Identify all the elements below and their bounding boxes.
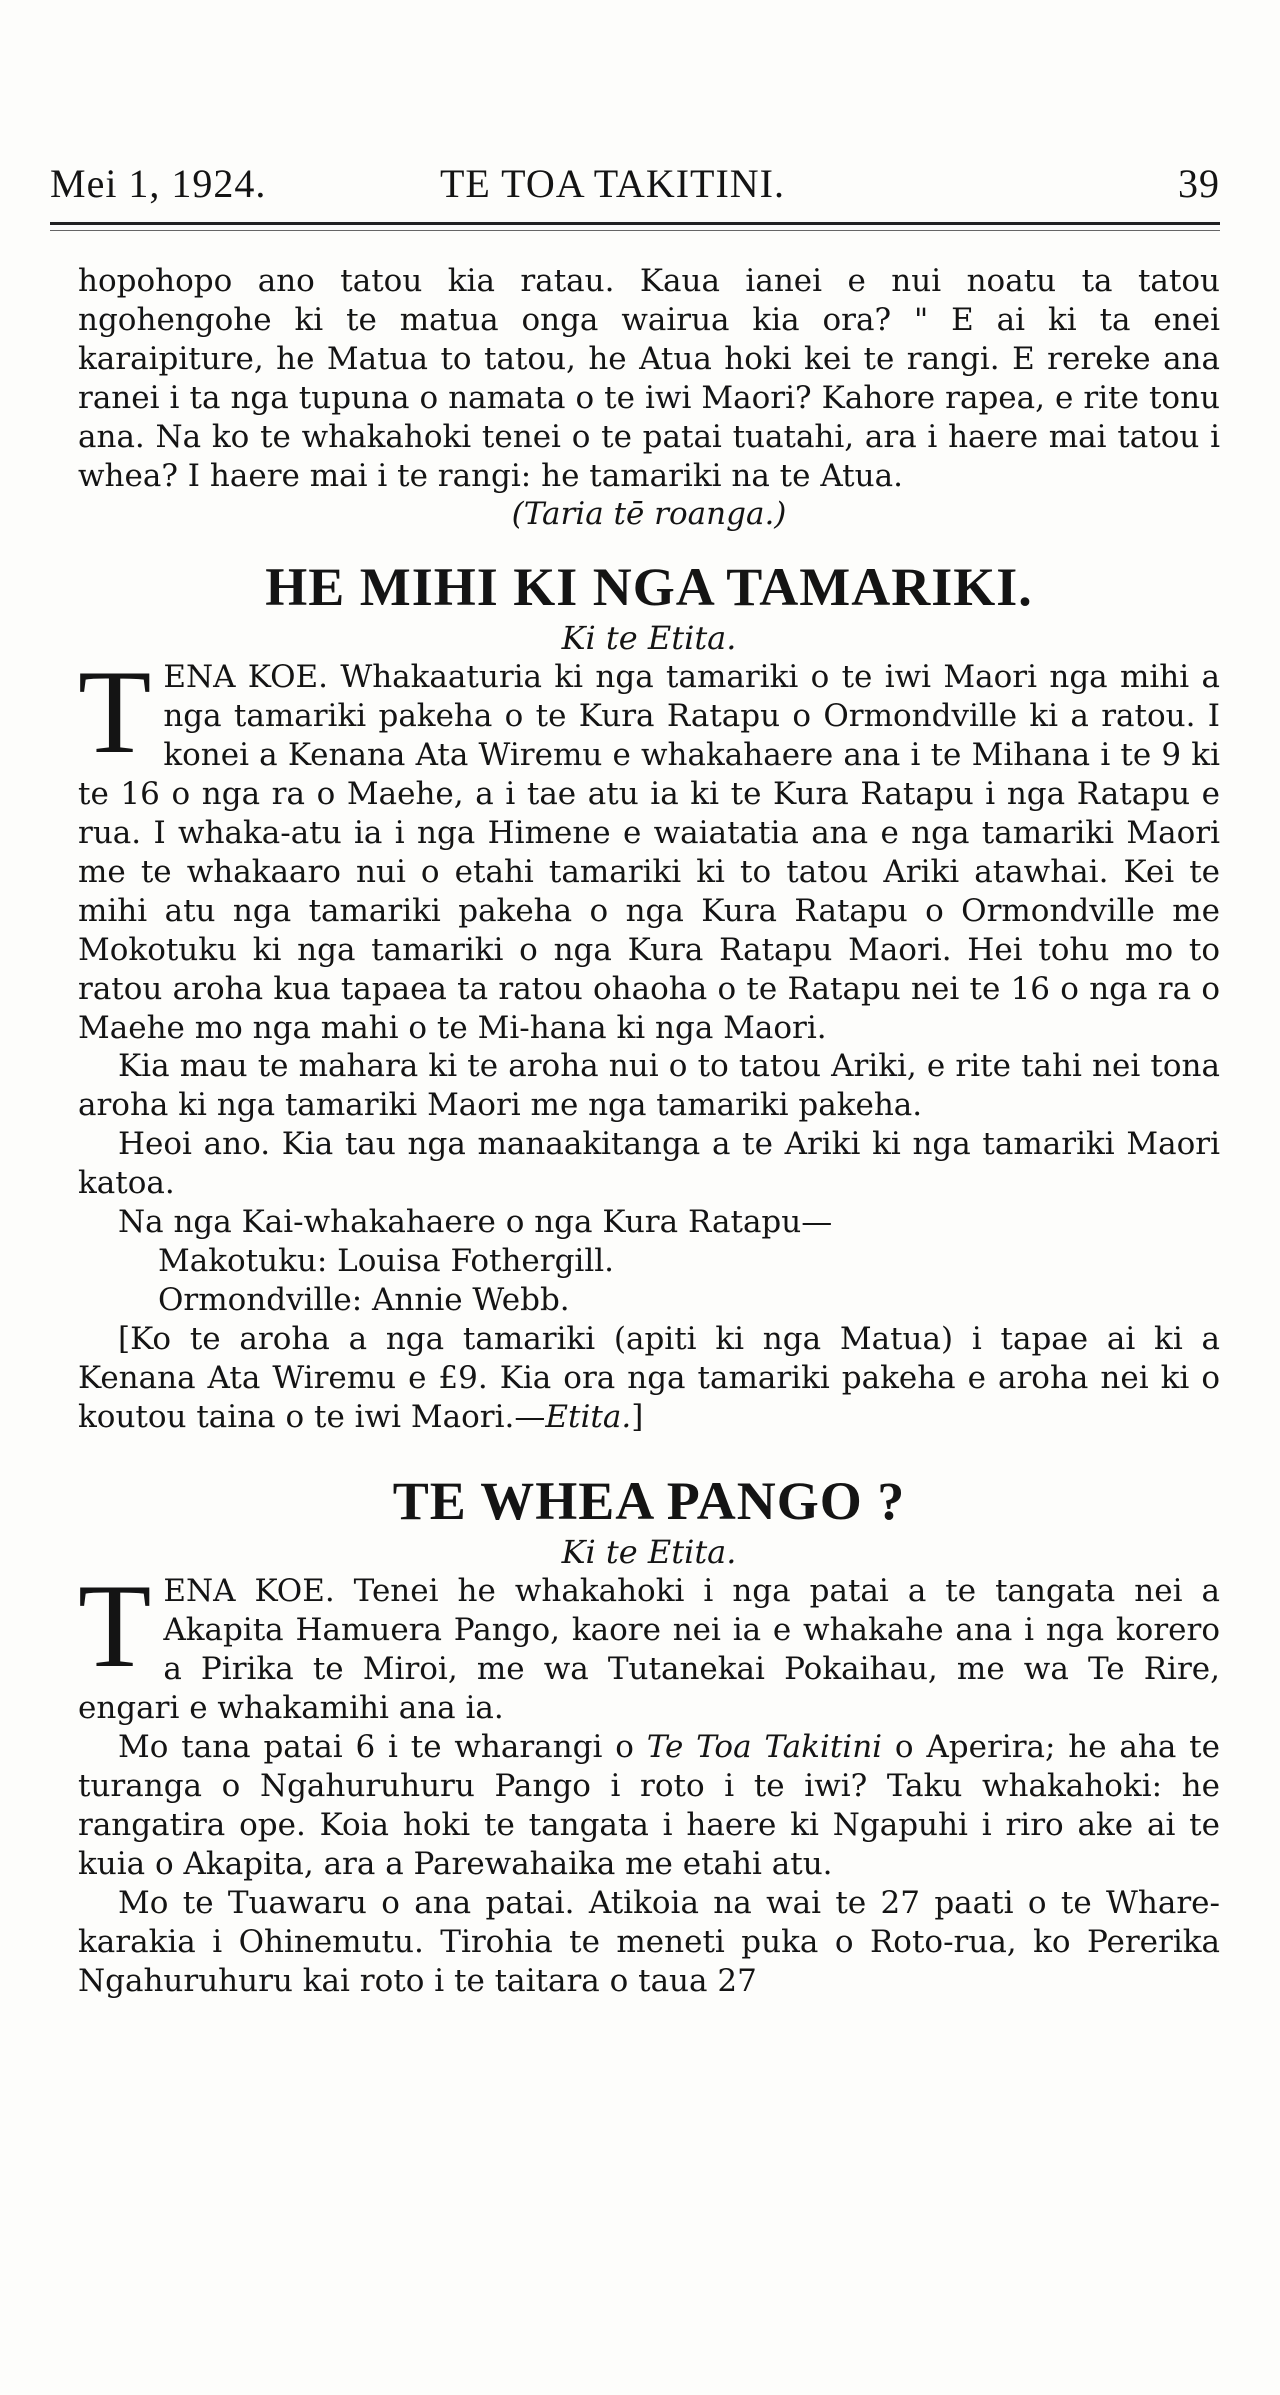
article1-note-sign: Etita. [545,1398,632,1435]
article1-heading: HE MIHI KI NGA TAMARIKI. [265,557,1033,618]
article2-p2-title: Te Toa Takitini [646,1729,883,1766]
article2-paragraph-3: Mo te Tuawaru o ana patai. Atikoia na wai te 27 paati o te Whare-karakia i Ohinemutu. Tirohia te meneti puka o Roto-rua, ko Pererika Ngahuruhuru kai roto i te taitara o taua 27 [78,1884,1220,1999]
article2-paragraph-1 [78,1559,1220,1728]
article1-paragraph-3: Heoi ano. Kia tau nga manaakitanga a te Ariki ki nga tamariki Maori katoa. [78,1126,1220,1202]
page-body [78,262,1220,2000]
article2-p1-text: ENA KOE. Tenei he whakahoki i nga patai a te tangata nei a Akapita Hamuera Pango, kaore nei ia e whakahe ana i nga korero a Pirika te Miroi, me wa Tutanekai Pokaihau, me wa Te Rire, engari e whakamihi ana ia. [78,1573,1220,1727]
running-header [50,160,1220,220]
header-title: TE TOA TAKITINI. [440,161,785,206]
article1-note-text: [Ko te aroha a nga tamariki (apiti ki nga Matua) i tapae ai ki a Kenana Ata Wiremu e £9. Kia ora nga tamariki pakeha e aroha nei ki o koutou taina o te iwi Maori.— [78,1320,1220,1435]
header-rule [50,222,1220,225]
article1-note-close: ] [631,1398,644,1435]
article1-signature-2: Ormondville: Annie Webb. [158,1281,570,1318]
article2-heading: TE WHEA PANGO ? [392,1471,906,1532]
article1-subheading: Ki te Etita. [561,619,737,658]
header-date: Mei 1, 1924. [50,161,267,206]
header-rule-thin [50,230,1220,231]
article1-signature-1: Makotuku: Louisa Fothergill. [158,1242,615,1279]
article2-dropcap: T [78,1559,152,1693]
article1-p1-text: ENA KOE. Whakaaturia ki nga tamariki o te iwi Maori nga mihi a nga tamariki pakeha o te Kura Ratapu o Ormondville ki a ratou. I konei a Kenana Ata Wiremu e whakahaere ana i te Mihana i te 9 ki te 16 o nga ra o Maehe, a i tae atu ia ki te Kura Ratapu i nga Ratapu e rua. I whaka-atu ia i nga Himene e waiatatia ana e nga tamariki Maori me te whakaaro nui o etahi tamariki ki to tatou Ariki atawhai. Kei te mihi atu nga tamariki pakeha o nga Kura Ratapu o Ormondville me Mokotuku ki nga tamariki o nga Kura Ratapu Maori. Hei tohu mo to ratou aroha kua tapaea ta ratou ohaoha o te Ratapu nei te 16 o nga ra o Maehe mo nga mahi o te Mi-hana ki nga Maori. [78,659,1220,1046]
article2-subheading: Ki te Etita. [561,1533,737,1572]
intro-signoff: (Taria tē roanga.) [511,496,787,533]
article1-paragraph-4: Na nga Kai-whakahaere o nga Kura Ratapu— [118,1204,833,1241]
article1-editor-note [78,1320,1220,1437]
article1-dropcap: T [78,645,152,779]
article2-p2-start: Mo tana patai 6 i te wharangi o [118,1729,647,1766]
article2-paragraph-2 [78,1728,1220,1884]
page-number: 39 [1178,161,1220,206]
article1-paragraph-1 [78,645,1220,1047]
intro-paragraph: hopohopo ano tatou kia ratau. Kaua ianei e nui noatu ta tatou ngohengohe ki te matua onga wairua kia ora? " E ai ki ta enei karaipiture, he Matua to tatou, he Atua hoki kei te rangi. E rereke ana ranei i ta nga tupuna o namata o te iwi Maori? Kahore rapea, e rite tonu ana. Na ko te whakahoki tenei o te patai tuatahi, ara i haere mai tatou i whea? I haere mai i te rangi: he tamariki na te Atua. [78,263,1220,494]
article1-paragraph-2: Kia mau te mahara ki te aroha nui o to tatou Ariki, e rite tahi nei tona aroha ki nga tamariki Maori me nga tamariki pakeha. [78,1048,1220,1124]
article2-p2-end: o Aperira; he aha te turanga o Ngahuruhuru Pango i roto i te iwi? Taku whakahoki: he rangatira ope. Koia hoki te tangata i haere ki Ngapuhi i riro ake ai te kuia o Akapita, ara a Parewahaika me etahi atu. [78,1729,1220,1882]
